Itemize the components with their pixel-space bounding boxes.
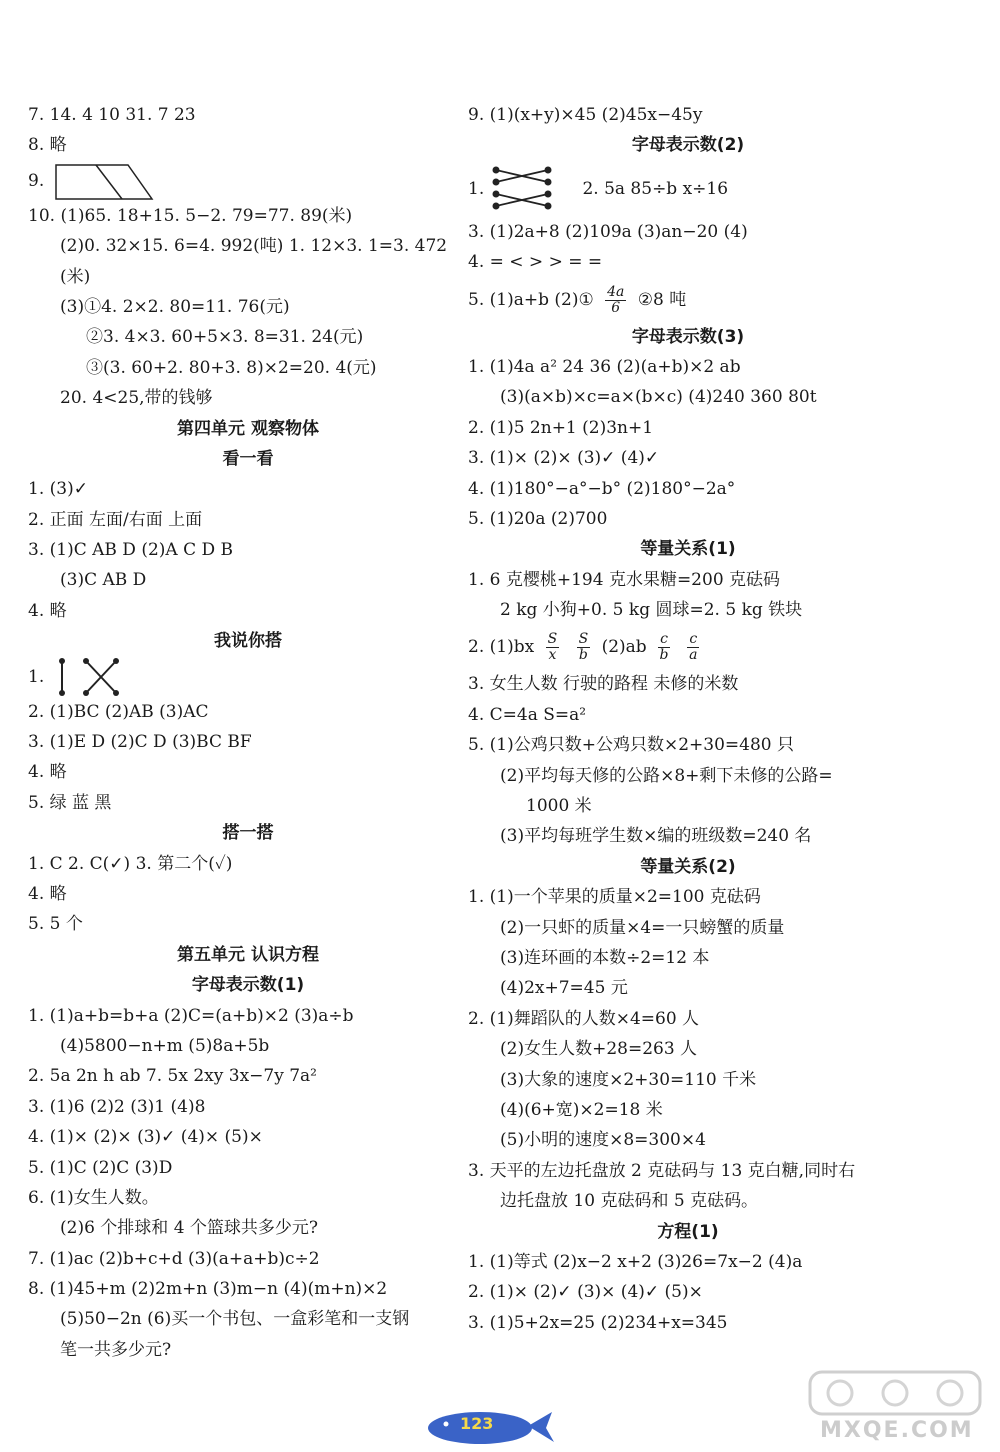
answer-q8: 8. 略 [28, 135, 67, 156]
woshuo-3: 3. (1)E D (2)C D (3)BC BF [28, 732, 252, 753]
fraction-s-x [546, 632, 560, 663]
unit4-title: 第四单元 观察物体 [177, 418, 319, 439]
answer-q9 [28, 161, 468, 201]
dengliang1-2-pre: 2. (1)bx [468, 637, 535, 658]
woshuo-1-number: 1. [28, 666, 45, 687]
zimu3-3: 3. (1)× (2)× (3)✓ (4)✓ [468, 448, 660, 469]
kanyikan-4: 4. 略 [28, 600, 67, 621]
dengliang1-4: 4. C=4a S=a² [468, 704, 587, 725]
unit5-title: 第五单元 认识方程 [177, 944, 319, 965]
zimu1-4: 4. (1)× (2)× (3)✓ (4)× (5)× [28, 1127, 263, 1148]
dengliang2-1b: (2)一只虾的质量×4=一只螃蟹的质量 [500, 917, 785, 938]
fraction-denominator: b [659, 647, 669, 664]
woshuo-5: 5. 绿 蓝 黑 [28, 792, 112, 813]
dengliang2-3a: 3. 天平的左边托盘放 2 克砝码与 13 克白糖,同时右 [468, 1160, 856, 1181]
zimu1-7: 7. (1)ac (2)b+c+d (3)(a+a+b)c÷2 [28, 1248, 320, 1269]
section-fangcheng-1: 方程(1) [657, 1221, 719, 1242]
fraction-denominator: a [689, 647, 698, 664]
zimu1-1b: (4)5800−n+m (5)8a+5b [60, 1035, 270, 1056]
dayida-1: 1. C 2. C(✓) 3. 第二个(✓) [28, 853, 233, 874]
answer-q10-2b: (米) [60, 266, 91, 287]
zimu2-3: 3. (1)2a+8 (2)109a (3)an−20 (4) [468, 221, 748, 242]
fraction-numerator: S [578, 631, 589, 648]
section-kanyikan: 看一看 [222, 448, 274, 469]
dengliang1-3: 3. 女生人数 行驶的路程 未修的米数 [468, 674, 739, 695]
dengliang1-2-mid: (2)ab [601, 637, 647, 658]
zimu3-1a: 1. (1)4a a² 24 36 (2)(a+b)×2 ab [468, 356, 741, 377]
dengliang1-5a: 5. (1)公鸡只数+公鸡只数×2+30=480 只 [468, 735, 794, 756]
section-zimu-1: 字母表示数(1) [191, 975, 305, 996]
section-dayida: 搭一搭 [222, 823, 274, 844]
left-column [28, 100, 468, 1365]
fraction-numerator: c [660, 631, 668, 648]
zimu2-1-text: 2. 5a 85÷b x÷16 [582, 178, 729, 199]
zimu1-6a: 6. (1)女生人数。 [28, 1187, 159, 1208]
dengliang2-1a: 1. (1)一个苹果的质量×2=100 克砝码 [468, 887, 761, 908]
parallelogram-figure-icon [50, 161, 160, 201]
dengliang2-2d: (4)(6+宽)×2=18 米 [500, 1099, 663, 1120]
woshuo-1 [28, 657, 468, 697]
dengliang2-3b: 边托盘放 10 克砝码和 5 克砝码。 [500, 1191, 759, 1212]
matching-lines-icon [50, 657, 130, 697]
dengliang1-5c: 1000 米 [526, 796, 592, 817]
dengliang1-5b: (2)平均每天修的公路×8+剩下未修的公路= [500, 765, 833, 786]
dengliang2-2a: 2. (1)舞蹈队的人数×4=60 人 [468, 1008, 700, 1029]
zimu1-6b: (2)6 个排球和 4 个篮球共多少元? [60, 1218, 319, 1239]
woshuo-4: 4. 略 [28, 762, 67, 783]
fraction-denominator: b [578, 647, 588, 664]
zimu2-5-post: ②8 吨 [637, 289, 687, 310]
section-dengliang-2: 等量关系(2) [640, 856, 736, 877]
dayida-5: 5. 5 个 [28, 914, 83, 935]
zimu1-5: 5. (1)C (2)C (3)D [28, 1157, 173, 1178]
watermark-text: MXQE.COM [820, 1418, 974, 1443]
zimu2-1-number: 1. [468, 178, 485, 199]
dengliang1-1b: 2 kg 小狗+0. 5 kg 圆球=2. 5 kg 铁块 [500, 600, 803, 621]
zimu2-5 [468, 278, 908, 322]
matching-dots-icon [490, 164, 554, 214]
answer-q10-3a: (3)①4. 2×2. 80=11. 76(元) [60, 296, 290, 317]
zimu2-5-pre: 5. (1)a+b (2)① [468, 289, 594, 310]
fraction-c-a [687, 632, 699, 663]
fangcheng1-2: 2. (1)× (2)✓ (3)× (4)✓ (5)× [468, 1282, 703, 1303]
section-dengliang-1: 等量关系(1) [640, 539, 736, 560]
fraction-s-b [577, 632, 591, 663]
kanyikan-3b: (3)C AB D [60, 570, 147, 591]
dengliang2-2e: (5)小明的速度×8=300×4 [500, 1130, 706, 1151]
dayida-4: 4. 略 [28, 883, 67, 904]
section-zimu-3: 字母表示数(3) [631, 326, 745, 347]
dengliang1-2 [468, 625, 908, 669]
zimu2-5-fraction [605, 285, 626, 316]
zimu3-5: 5. (1)20a (2)700 [468, 508, 608, 529]
zimu1-3: 3. (1)6 (2)2 (3)1 (4)8 [28, 1096, 206, 1117]
answer-q9-number: 9. [28, 170, 45, 191]
fangcheng1-3: 3. (1)5+2x=25 (2)234+x=345 [468, 1312, 728, 1333]
woshuo-2: 2. (1)BC (2)AB (3)AC [28, 701, 209, 722]
section-zimu-2: 字母表示数(2) [631, 135, 745, 156]
zimu1-8a: 8. (1)45+m (2)2m+n (3)m−n (4)(m+n)×2 [28, 1279, 388, 1300]
answer-q7: 7. 14. 4 10 31. 7 23 [28, 105, 196, 125]
dengliang2-1c: (3)连环画的本数÷2=12 本 [500, 947, 710, 968]
kanyikan-2: 2. 正面 左面/右面 上面 [28, 509, 203, 530]
answer-q10-1: 10. (1)65. 18+15. 5−2. 79=77. 89(米) [28, 205, 353, 226]
answer-q10-3d: 20. 4<25,带的钱够 [60, 388, 213, 409]
fraction-denominator: x [548, 647, 557, 664]
zimu1-8c: 笔一共多少元? [60, 1339, 172, 1360]
dengliang1-5d: (3)平均每班学生数×编的班级数=240 名 [500, 826, 812, 847]
fraction-numerator: S [547, 631, 558, 648]
fangcheng1-1: 1. (1)等式 (2)x−2 x+2 (3)26=7x−2 (4)a [468, 1251, 803, 1272]
page-number: 123 [460, 1414, 494, 1433]
dengliang1-1a: 1. 6 克樱桃+194 克水果糖=200 克砝码 [468, 569, 781, 590]
section-woshuonida: 我说你搭 [214, 631, 282, 652]
fraction-numerator: c [689, 631, 698, 648]
zimu2-1 [468, 161, 908, 217]
zimu1-1a: 1. (1)a+b=b+a (2)C=(a+b)×2 (3)a÷b [28, 1005, 354, 1026]
zimu1-2: 2. 5a 2n h ab 7. 5x 2xy 3x−7y 7a² [28, 1066, 317, 1087]
answer-r9: 9. (1)(x+y)×45 (2)45x−45y [468, 105, 703, 125]
zimu1-8b: (5)50−2n (6)买一个书包、一盒彩笔和一支钢 [60, 1309, 410, 1330]
dengliang2-2c: (3)大象的速度×2+30=110 千米 [500, 1069, 757, 1090]
answer-q10-3b: ②3. 4×3. 60+5×3. 8=31. 24(元) [86, 327, 364, 348]
zimu2-4: 4. = < > > = = [468, 252, 603, 273]
kanyikan-1: 1. (3)✓ [28, 479, 88, 500]
fraction-numerator: 4a [607, 283, 625, 300]
zimu3-2: 2. (1)5 2n+1 (2)3n+1 [468, 417, 654, 438]
answer-q10-3c: ③(3. 60+2. 80+3. 8)×2=20. 4(元) [86, 357, 377, 378]
dengliang2-2b: (2)女生人数+28=263 人 [500, 1039, 698, 1060]
kanyikan-3a: 3. (1)C AB D (2)A C D B [28, 540, 234, 561]
zimu3-1b: (3)(a×b)×c=a×(b×c) (4)240 360 80t [500, 387, 817, 408]
dengliang2-1d: (4)2x+7=45 元 [500, 978, 628, 999]
zimu3-4: 4. (1)180°−a°−b° (2)180°−2a° [468, 478, 736, 499]
answer-q10-2a: (2)0. 32×15. 6=4. 992(吨) 1. 12×3. 1=3. 472 [60, 236, 448, 257]
watermark [800, 1366, 990, 1446]
fraction-denominator: 6 [611, 299, 621, 316]
watermark-logo-icon [800, 1366, 990, 1418]
page-number-whale [420, 1404, 560, 1446]
fraction-c-b [658, 632, 670, 663]
right-column [468, 100, 908, 1338]
